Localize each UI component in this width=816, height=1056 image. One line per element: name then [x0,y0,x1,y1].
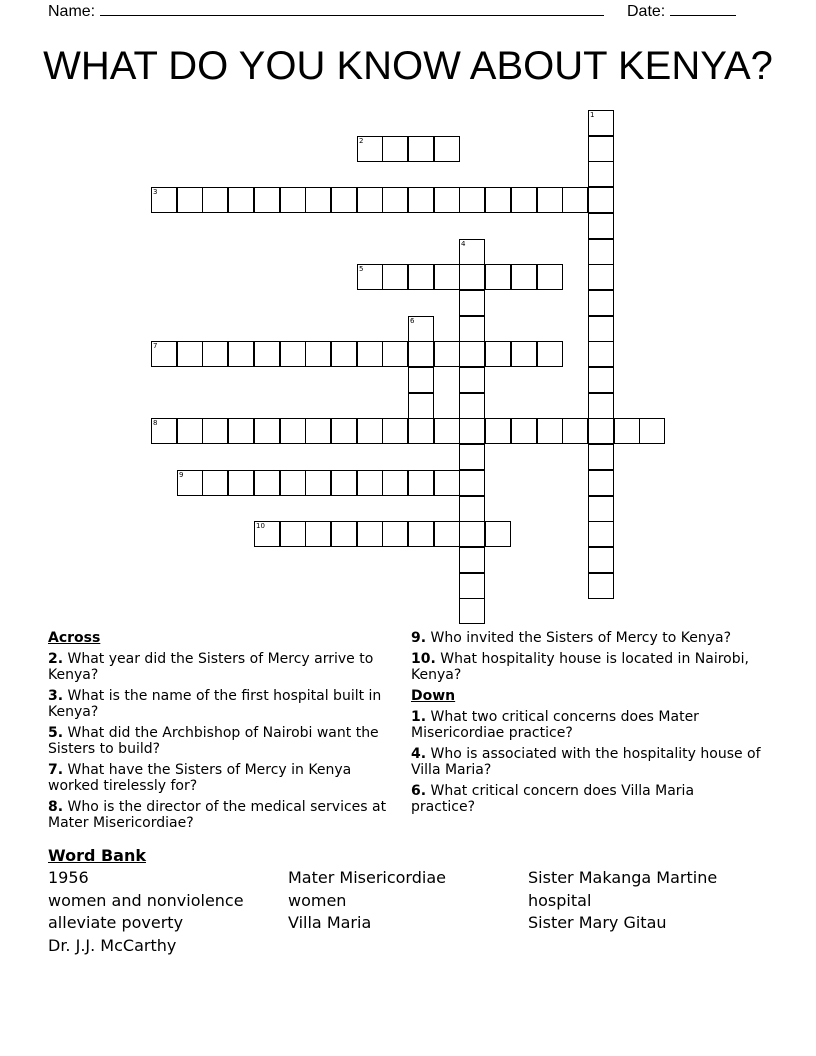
crossword-cell[interactable] [588,470,614,496]
crossword-cell[interactable] [408,341,434,367]
crossword-cell[interactable] [408,264,434,290]
crossword-cell[interactable] [408,136,434,162]
crossword-cell[interactable] [434,470,460,496]
crossword-cell[interactable] [588,547,614,573]
crossword-cell[interactable] [459,598,485,624]
crossword-cell[interactable] [434,187,460,213]
cell-number: 5 [359,265,364,273]
clue-text: What critical concern does Villa Maria practice? [411,783,695,815]
crossword-cell[interactable] [562,418,588,444]
clue-across-5 [48,725,388,757]
crossword-cell[interactable] [511,187,537,213]
crossword-cell[interactable] [459,393,485,419]
crossword-cell[interactable] [382,187,408,213]
crossword-cell[interactable] [537,418,563,444]
crossword-cell[interactable] [177,470,203,496]
crossword-cell[interactable] [357,187,383,213]
crossword-cell[interactable] [357,341,383,367]
word-bank-item: hospital [528,890,592,910]
crossword-cell[interactable] [177,341,203,367]
clue-across-7 [48,762,388,794]
clue-number: 1. [411,709,427,725]
crossword-cell[interactable] [280,341,306,367]
clue-text: What have the Sisters of Mercy in Kenya worked tirelessly for? [48,762,352,794]
word-bank-item: Dr. J.J. McCarthy [48,935,177,955]
crossword-cell[interactable] [588,187,614,213]
word-bank-item: women [288,890,347,910]
crossword-cell[interactable] [254,341,280,367]
crossword-cell[interactable] [408,187,434,213]
crossword-cell[interactable] [357,264,383,290]
crossword-cell[interactable] [202,187,228,213]
clue-down-1 [411,709,761,741]
crossword-cell[interactable] [408,470,434,496]
crossword-cell[interactable] [305,418,331,444]
word-bank-item: Mater Misericordiae [288,868,446,887]
crossword-cell[interactable] [254,470,280,496]
crossword-cell[interactable] [588,290,614,316]
crossword-cell[interactable] [382,521,408,547]
clue-number: 8. [48,799,64,815]
crossword-cell[interactable] [305,341,331,367]
crossword-cell[interactable] [331,470,357,496]
crossword-cell[interactable] [434,418,460,444]
word-bank-list [48,867,768,957]
crossword-cell[interactable] [382,470,408,496]
crossword-cell[interactable] [459,444,485,470]
word-bank-title: Word Bank [48,846,147,865]
clue-across-8 [48,799,388,831]
crossword-cell[interactable] [408,367,434,393]
crossword-cell[interactable] [485,187,511,213]
crossword-cell[interactable] [331,521,357,547]
crossword-cell[interactable] [459,316,485,342]
word-bank [48,846,768,957]
crossword-cell[interactable] [177,418,203,444]
crossword-cell[interactable] [280,418,306,444]
cell-number: 9 [179,471,184,479]
crossword-cell[interactable] [357,521,383,547]
crossword-cell[interactable] [588,444,614,470]
crossword-cell[interactable] [434,341,460,367]
crossword-cell[interactable] [254,418,280,444]
crossword-cell[interactable] [382,341,408,367]
crossword-cell[interactable] [305,187,331,213]
crossword-cell[interactable] [382,136,408,162]
clue-number: 7. [48,762,64,778]
crossword-cell[interactable] [254,187,280,213]
down-heading: Down [411,688,456,704]
crossword-cell[interactable] [459,341,485,367]
crossword-cell[interactable] [511,418,537,444]
crossword-cell[interactable] [202,470,228,496]
crossword-cell[interactable] [588,316,614,342]
crossword-cell[interactable] [408,418,434,444]
clue-text: What did the Archbishop of Nairobi want the Sisters to build? [48,725,379,757]
clue-number: 4. [411,746,427,762]
word-bank-item: alleviate poverty [48,913,184,932]
date-label: Date: [627,3,666,20]
crossword-cell[interactable] [485,418,511,444]
crossword-cell[interactable] [434,264,460,290]
clues-right-column [411,630,761,820]
crossword-cell[interactable] [588,341,614,367]
word-bank-item: 1956 [48,868,89,887]
cell-number: 10 [256,522,265,530]
cell-number: 3 [153,188,158,196]
clue-number: 6. [411,783,427,799]
crossword-cell[interactable] [588,418,614,444]
cell-number: 1 [590,111,595,119]
page-title: WHAT DO YOU KNOW ABOUT KENYA? [43,44,773,88]
crossword-cell[interactable] [459,418,485,444]
crossword-cell[interactable] [588,367,614,393]
crossword-cell[interactable] [434,521,460,547]
crossword-cell[interactable] [459,521,485,547]
clue-across-9 [411,630,761,646]
crossword-cell[interactable] [588,110,614,136]
crossword-cell[interactable] [305,470,331,496]
word-bank-item: Sister Mary Gitau [528,913,667,932]
crossword-cell[interactable] [382,264,408,290]
crossword-cell[interactable] [331,341,357,367]
crossword-cell[interactable] [639,418,665,444]
crossword-cell[interactable] [177,187,203,213]
clue-down-6 [411,783,761,815]
clue-text: What two critical concerns does Mater Misericordiae practice? [411,709,699,741]
crossword-cell[interactable] [434,136,460,162]
crossword-cell[interactable] [588,496,614,522]
clue-number: 5. [48,725,64,741]
crossword-cell[interactable] [588,393,614,419]
crossword-cell[interactable] [228,470,254,496]
crossword-cell[interactable] [459,239,485,265]
crossword-cell[interactable] [588,136,614,162]
clue-text: Who is the director of the medical services at Mater Misericordiae? [48,799,387,831]
crossword-cell[interactable] [459,187,485,213]
crossword-cell[interactable] [537,341,563,367]
crossword-cell[interactable] [408,393,434,419]
crossword-cell[interactable] [382,418,408,444]
crossword-cell[interactable] [459,573,485,599]
crossword-cell[interactable] [280,470,306,496]
crossword-cell[interactable] [151,341,177,367]
crossword-cell[interactable] [588,573,614,599]
cell-number: 8 [153,419,158,427]
crossword-cell[interactable] [562,187,588,213]
crossword-cell[interactable] [202,341,228,367]
name-label: Name: [48,3,96,20]
crossword-cell[interactable] [228,187,254,213]
crossword-cell[interactable] [357,418,383,444]
crossword-cell[interactable] [588,264,614,290]
crossword-cell[interactable] [511,264,537,290]
clue-across-2 [48,651,388,683]
crossword-cell[interactable] [408,521,434,547]
clue-number: 9. [411,630,427,646]
crossword-cell[interactable] [459,496,485,522]
crossword-cell[interactable] [588,161,614,187]
crossword-cell[interactable] [588,213,614,239]
word-bank-item: Sister Makanga Martine [528,868,718,887]
crossword-cell[interactable] [459,290,485,316]
crossword-cell[interactable] [537,264,563,290]
crossword-cell[interactable] [228,418,254,444]
clue-text: What hospitality house is located in Nairobi, Kenya? [411,651,749,683]
clue-down-4 [411,746,761,778]
clue-text: Who invited the Sisters of Mercy to Kenya? [430,630,732,646]
crossword-cell[interactable] [459,547,485,573]
crossword-cell[interactable] [408,316,434,342]
clue-across-3 [48,688,388,720]
cell-number: 4 [461,240,466,248]
crossword-cell[interactable] [151,187,177,213]
crossword-cell[interactable] [280,521,306,547]
word-bank-item: Villa Maria [288,913,372,932]
crossword-cell[interactable] [357,470,383,496]
clue-number: 3. [48,688,64,704]
crossword-cell[interactable] [459,367,485,393]
crossword-cell[interactable] [485,264,511,290]
crossword-cell[interactable] [459,264,485,290]
crossword-cell[interactable] [151,418,177,444]
cell-number: 6 [410,317,415,325]
word-bank-item: women and nonviolence [48,890,244,910]
crossword-cell[interactable] [485,341,511,367]
crossword-cell[interactable] [588,239,614,265]
crossword-cell[interactable] [280,187,306,213]
clue-number: 2. [48,651,64,667]
crossword-cell[interactable] [459,470,485,496]
clue-across-10 [411,651,761,683]
crossword-cell[interactable] [254,521,280,547]
crossword-cell[interactable] [331,418,357,444]
crossword-cell[interactable] [331,187,357,213]
cell-number: 2 [359,137,364,145]
crossword-cell[interactable] [357,136,383,162]
crossword-cell[interactable] [588,521,614,547]
crossword-cell[interactable] [511,341,537,367]
clue-number: 10. [411,651,436,667]
clue-text: What year did the Sisters of Mercy arrive to Kenya? [48,651,374,683]
crossword-cell[interactable] [228,341,254,367]
crossword-cell[interactable] [305,521,331,547]
crossword-cell[interactable] [485,521,511,547]
crossword-cell[interactable] [537,187,563,213]
cell-number: 7 [153,342,158,350]
clue-text: Who is associated with the hospitality house of Villa Maria? [411,746,761,778]
clues-left-column [48,630,388,836]
crossword-cell[interactable] [202,418,228,444]
across-heading: Across [48,630,101,646]
crossword-cell[interactable] [614,418,640,444]
clue-text: What is the name of the first hospital built in Kenya? [48,688,382,720]
